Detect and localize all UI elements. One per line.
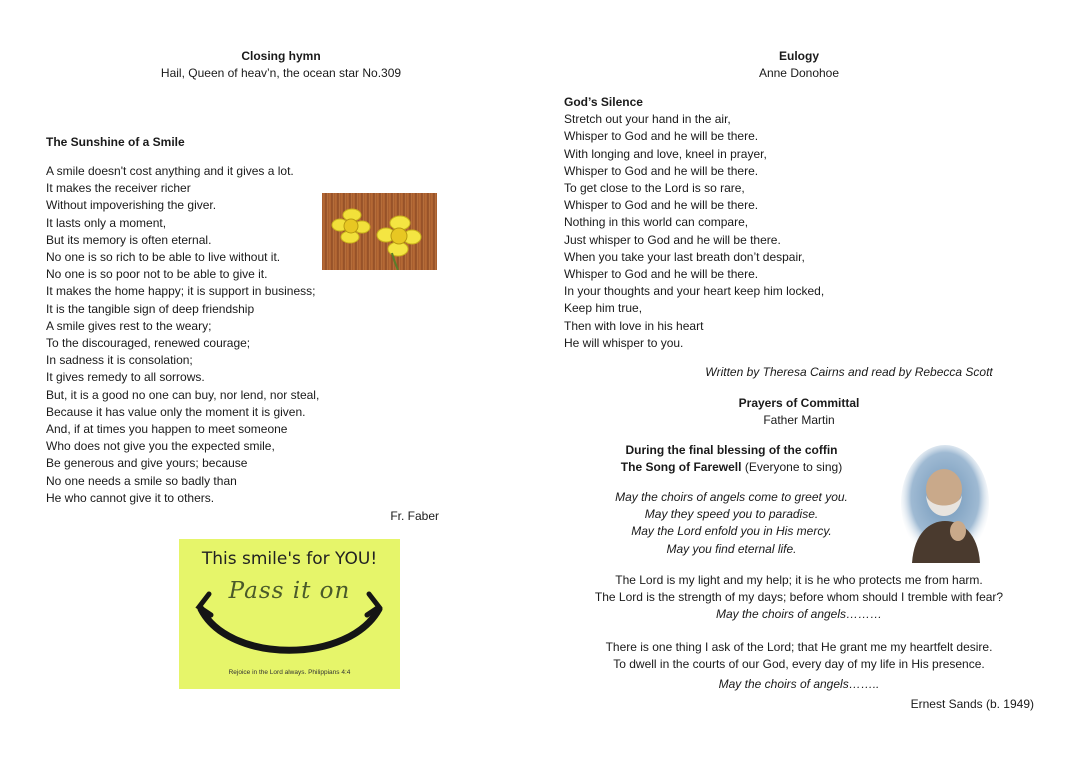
verse-refrain-cue: May the choirs of angels…….. bbox=[718, 677, 880, 692]
closing-hymn-subtitle: Hail, Queen of heav’n, the ocean star No.309 bbox=[160, 66, 402, 81]
daffodil-illustration bbox=[322, 193, 437, 270]
farewell-song-title: The Song of Farewell bbox=[620, 460, 742, 475]
farewell-title-line bbox=[564, 459, 899, 476]
eulogy-speaker: Anne Donohoe bbox=[758, 66, 840, 81]
eulogy-title: Eulogy bbox=[778, 49, 819, 63]
farewell-instruction: (Everyone to sing) bbox=[741, 460, 843, 475]
refrain-line: May they speed you to paradise. bbox=[644, 507, 819, 522]
committal-title: Prayers of Committal bbox=[738, 396, 860, 410]
silence-line: Then with love in his heart bbox=[564, 318, 704, 333]
portrait-illustration bbox=[900, 445, 990, 563]
committal-block bbox=[564, 395, 1034, 429]
silence-line: With longing and love, kneel in prayer, bbox=[564, 146, 767, 161]
smile-card-image bbox=[179, 539, 400, 689]
poem-author: Fr. Faber bbox=[390, 509, 439, 523]
silence-line: Whisper to God and he will be there. bbox=[564, 198, 759, 213]
verse-two bbox=[564, 639, 1034, 694]
poem-line: It gives remedy to all sorrows. bbox=[46, 370, 205, 385]
farewell-heading bbox=[564, 442, 899, 476]
poem-line: No one is so rich to be able to live without it. bbox=[46, 250, 281, 265]
silence-line: He will whisper to you. bbox=[564, 335, 684, 350]
farewell-refrain bbox=[564, 489, 899, 558]
poem-line: It makes the receiver richer bbox=[46, 181, 191, 196]
silence-line: Whisper to God and he will be there. bbox=[564, 163, 759, 178]
verse-line: The Lord is my light and my help; it is he who protects me from harm. bbox=[615, 573, 983, 587]
gods-silence-poem bbox=[564, 94, 904, 352]
smile-card-footer: Rejoice in the Lord always. Philippians 4:4 bbox=[228, 669, 351, 676]
silence-line: Stretch out your hand in the air, bbox=[564, 112, 731, 127]
smile-card-scrawl: Pass it on bbox=[228, 578, 351, 604]
poem-line: Who does not give you the expected smile, bbox=[46, 439, 275, 454]
refrain-line: May the choirs of angels come to greet you. bbox=[615, 490, 848, 504]
composer-credit: Ernest Sands (b. 1949) bbox=[910, 697, 1034, 711]
poem-line: Be generous and give yours; because bbox=[46, 456, 248, 471]
poem-line: No one needs a smile so badly than bbox=[46, 473, 237, 488]
poem-line: And, if at times you happen to meet someone bbox=[46, 422, 288, 437]
smile-curve-icon bbox=[179, 539, 400, 689]
poem-title: The Sunshine of a Smile bbox=[46, 135, 185, 149]
poem-line: It is the tangible sign of deep friendship bbox=[46, 301, 255, 316]
silence-line: To get close to the Lord is so rare, bbox=[564, 181, 745, 196]
smile-card-title: This smile's for YOU! bbox=[201, 549, 378, 569]
silence-line: Just whisper to God and he will be there. bbox=[564, 232, 781, 247]
silence-line: When you take your last breath don’t despair, bbox=[564, 249, 805, 264]
verse-line: To dwell in the courts of our God, every day of my life in His presence. bbox=[613, 657, 985, 672]
poem-line: In sadness it is consolation; bbox=[46, 353, 193, 368]
poem-line: It lasts only a moment, bbox=[46, 215, 167, 230]
gods-silence-title: God’s Silence bbox=[564, 95, 643, 109]
verse-line: There is one thing I ask of the Lord; that He grant me my heartfelt desire. bbox=[605, 640, 993, 654]
verse-one bbox=[564, 572, 1034, 624]
poem-line: A smile gives rest to the weary; bbox=[46, 318, 212, 333]
silence-credit: Written by Theresa Cairns and read by Rebecca Scott bbox=[705, 365, 993, 379]
silence-line: Whisper to God and he will be there. bbox=[564, 267, 759, 282]
poem-line: Because it has value only the moment it is given. bbox=[46, 404, 306, 419]
closing-hymn-title: Closing hymn bbox=[241, 49, 321, 63]
closing-hymn-block bbox=[46, 48, 516, 82]
poem-line: To the discouraged, renewed courage; bbox=[46, 336, 251, 351]
committal-leader: Father Martin bbox=[763, 413, 835, 428]
poem-body bbox=[46, 163, 366, 507]
verse-line: The Lord is the strength of my days; before whom should I tremble with fear? bbox=[594, 590, 1004, 605]
eulogy-block bbox=[564, 48, 1034, 82]
refrain-line: May the Lord enfold you in His mercy. bbox=[631, 524, 832, 539]
silence-line: Nothing in this world can compare, bbox=[564, 215, 749, 230]
blessing-line: During the final blessing of the coffin bbox=[625, 443, 838, 457]
silence-line: In your thoughts and your heart keep him locked, bbox=[564, 284, 825, 299]
verse-refrain-cue: May the choirs of angels……… bbox=[715, 607, 883, 622]
poem-line: He who cannot give it to others. bbox=[46, 490, 215, 505]
poem-line: But its memory is often eternal. bbox=[46, 232, 212, 247]
poem-line: A smile doesn't cost anything and it gives a lot. bbox=[46, 164, 294, 178]
poem-line: It makes the home happy; it is support in business; bbox=[46, 284, 316, 299]
poem-line: No one is so poor not to be able to give it. bbox=[46, 267, 268, 282]
silence-line: Whisper to God and he will be there. bbox=[564, 129, 759, 144]
poem-line: Without impoverishing the giver. bbox=[46, 198, 217, 213]
poem-line: But, it is a good no one can buy, nor lend, nor steal, bbox=[46, 387, 320, 402]
silence-line: Keep him true, bbox=[564, 301, 643, 316]
daffodil-image bbox=[322, 193, 437, 270]
portrait-image bbox=[900, 445, 990, 563]
refrain-line: May you find eternal life. bbox=[666, 541, 797, 556]
